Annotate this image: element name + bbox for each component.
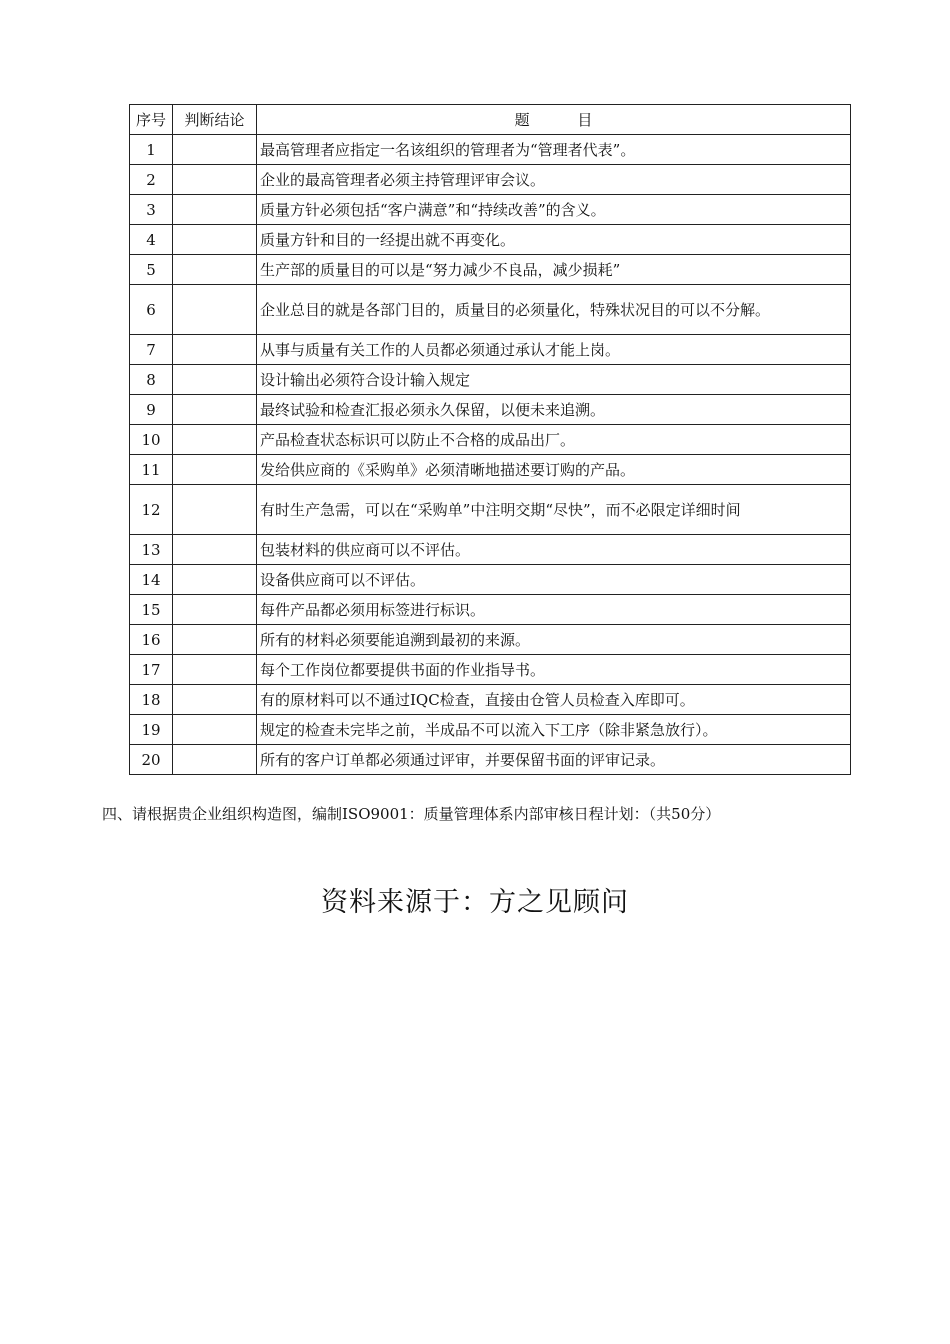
row-number: 10 [130,425,173,455]
table-body [130,135,851,775]
question-text: 最终试验和检查汇报必须永久保留，以便未来追溯。 [257,395,851,425]
row-number: 15 [130,595,173,625]
row-number: 7 [130,335,173,365]
judgment-cell[interactable] [173,285,257,335]
row-number: 20 [130,745,173,775]
table-row [130,455,851,485]
table-row [130,285,851,335]
judgment-cell[interactable] [173,165,257,195]
table-row [130,745,851,775]
judgment-cell[interactable] [173,625,257,655]
question-text: 生产部的质量目的可以是“努力减少不良品，减少损耗” [257,255,851,285]
judgment-cell[interactable] [173,135,257,165]
row-number: 9 [130,395,173,425]
judgment-cell[interactable] [173,455,257,485]
question-text: 包装材料的供应商可以不评估。 [257,535,851,565]
question-text: 每个工作岗位都要提供书面的作业指导书。 [257,655,851,685]
source-attribution: 资料来源于：方之见顾问 [321,887,629,918]
table-row [130,395,851,425]
question-text: 质量方针和目的一经提出就不再变化。 [257,225,851,255]
question-text: 设备供应商可以不评估。 [257,565,851,595]
question-text: 发给供应商的《采购单》必须清晰地描述要订购的产品。 [257,455,851,485]
table-row [130,595,851,625]
judgment-cell[interactable] [173,685,257,715]
question-text: 企业总目的就是各部门目的，质量目的必须量化，特殊状况目的可以不分解。 [257,285,851,335]
header-number: 序号 [130,105,173,135]
table-row [130,255,851,285]
question-text: 有时生产急需，可以在“采购单”中注明交期“尽快”，而不必限定详细时间 [257,485,851,535]
table-row [130,685,851,715]
table-row [130,565,851,595]
question-text: 产品检查状态标识可以防止不合格的成品出厂。 [257,425,851,455]
row-number: 1 [130,135,173,165]
row-number: 6 [130,285,173,335]
row-number: 12 [130,485,173,535]
judgment-cell[interactable] [173,225,257,255]
section-four-instruction: 四、请根据贵企业组织构造图，编制ISO9001：质量管理体系内部审核日程计划：（共50分） [102,805,721,823]
header-judgment: 判断结论 [173,105,257,135]
judgment-question-table [129,104,851,775]
row-number: 18 [130,685,173,715]
judgment-cell[interactable] [173,425,257,455]
table-row [130,715,851,745]
row-number: 3 [130,195,173,225]
header-topic-label: 题 目 [514,111,593,129]
question-text: 有的原材料可以不通过IQC检查，直接由仓管人员检查入库即可。 [257,685,851,715]
judgment-cell[interactable] [173,535,257,565]
question-text: 所有的材料必须要能追溯到最初的来源。 [257,625,851,655]
judgment-cell[interactable] [173,745,257,775]
row-number: 8 [130,365,173,395]
question-text: 质量方针必须包括“客户满意”和“持续改善”的含义。 [257,195,851,225]
table-row [130,425,851,455]
row-number: 13 [130,535,173,565]
judgment-cell[interactable] [173,335,257,365]
judgment-cell[interactable] [173,485,257,535]
question-text: 从事与质量有关工作的人员都必须通过承认才能上岗。 [257,335,851,365]
row-number: 19 [130,715,173,745]
judgment-cell[interactable] [173,395,257,425]
header-topic [257,105,851,135]
question-text: 规定的检查未完毕之前，半成品不可以流入下工序（除非紧急放行）。 [257,715,851,745]
row-number: 16 [130,625,173,655]
question-text: 企业的最高管理者必须主持管理评审会议。 [257,165,851,195]
table-row [130,135,851,165]
row-number: 14 [130,565,173,595]
row-number: 11 [130,455,173,485]
question-text: 每件产品都必须用标签进行标识。 [257,595,851,625]
judgment-cell[interactable] [173,655,257,685]
table-row [130,485,851,535]
table-row [130,225,851,255]
row-number: 17 [130,655,173,685]
table-row [130,365,851,395]
row-number: 4 [130,225,173,255]
judgment-cell[interactable] [173,715,257,745]
question-text: 设计输出必须符合设计输入规定 [257,365,851,395]
judgment-cell[interactable] [173,565,257,595]
table-row [130,165,851,195]
judgment-cell[interactable] [173,195,257,225]
table-row [130,195,851,225]
table-row [130,625,851,655]
row-number: 5 [130,255,173,285]
judgment-cell[interactable] [173,595,257,625]
row-number: 2 [130,165,173,195]
table-header-row [130,105,851,135]
table-row [130,535,851,565]
table-row [130,335,851,365]
judgment-cell[interactable] [173,365,257,395]
question-text: 最高管理者应指定一名该组织的管理者为“管理者代表”。 [257,135,851,165]
table-row [130,655,851,685]
judgment-cell[interactable] [173,255,257,285]
question-text: 所有的客户订单都必须通过评审，并要保留书面的评审记录。 [257,745,851,775]
